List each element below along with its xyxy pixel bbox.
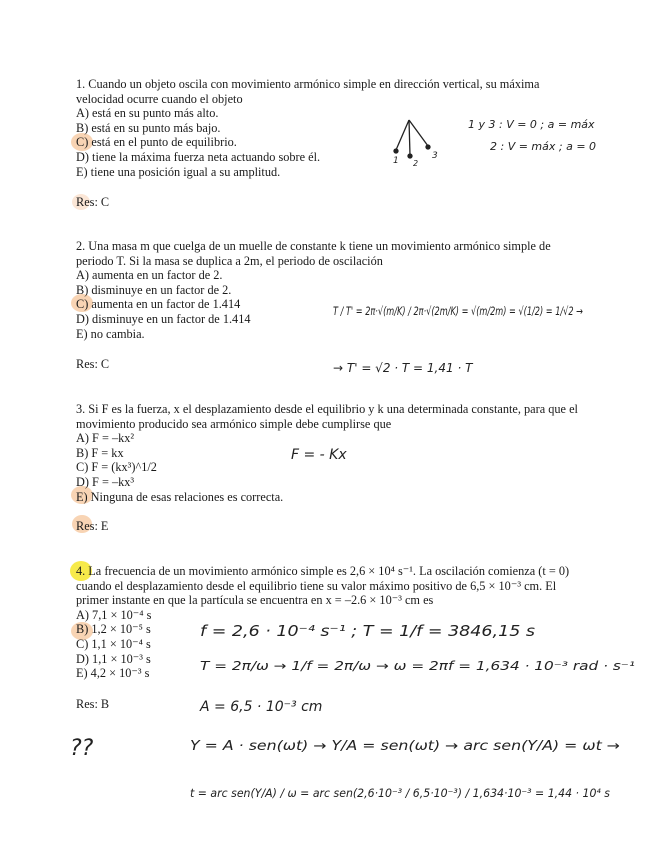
note-q2-result: → T' = √2 · T = 1,41 · T: [333, 361, 473, 375]
question-stem: 3. Si F es la fuerza, x el desplazamiento desde el equilibrio y k una determinada constante, para que el movimiento producido sea armónico simple debe cumplirse que: [76, 402, 578, 431]
question-stem: 4. La frecuencia de un movimiento armónico simple es 2,6 × 10⁴ s⁻¹. La oscilación comienza (t = 0) cuando el desplazamiento desde el equilibrio tiene su valor máximo positivo de 6,5 × 10⁻³ cm. El primer instante en que la partícula se encuentra en x = –2.6 × 10⁻³ cm es: [76, 564, 570, 608]
note-q4-amplitude: A = 6,5 · 10⁻³ cm: [200, 699, 323, 715]
question-stem: 2. Una masa m que cuelga de un muelle de constante k tiene un movimiento armónico simple de periodo T. Si la masa se duplica a 2m, el periodo de oscilación: [76, 239, 551, 268]
note-q4-doubt: ??: [70, 736, 94, 761]
option-a: A) F = –kx²: [76, 431, 135, 446]
option-b: B) F = kx: [76, 445, 124, 460]
option-a: A) está en su punto más alto.: [76, 106, 219, 121]
note-q1-line1: 1 y 3 : V = 0 ; a = máx: [468, 118, 595, 131]
note-q1-line2: 2 : V = máx ; a = 0: [490, 140, 597, 153]
pendulum-sketch: [394, 120, 430, 158]
note-q4-line4: t = arc sen(Y/A) / ω = arc sen(2,6·10⁻³ / 6,5·10⁻³) / 1,634·10⁻³ = 1,44 · 10⁴ s: [190, 786, 610, 800]
pendulum-label-2: 2: [413, 159, 419, 168]
note-q4-line3: Y = A · sen(ωt) → Y/A = sen(ωt) → arc sen(Y/A) = ωt →: [190, 739, 621, 754]
option-a: A) 7,1 × 10⁻⁴ s: [76, 607, 152, 622]
pendulum-label-1: 1: [393, 156, 399, 166]
option-e: E) Ninguna de esas relaciones es correcta.: [76, 489, 284, 504]
note-q4-line2: T = 2π/ω → 1/f = 2π/ω → ω = 2πf = 1,634 · 10⁻³ rad · s⁻¹: [200, 659, 636, 673]
option-d: D) 1,1 × 10⁻³ s: [76, 651, 151, 666]
option-b: B) está en su punto más bajo.: [76, 120, 221, 135]
option-e: E) 4,2 × 10⁻³ s: [76, 666, 150, 681]
answer-q1: Res: C: [76, 195, 110, 209]
option-a: A) aumenta en un factor de 2.: [76, 268, 223, 283]
answer-q3: Res: E: [76, 519, 109, 533]
note-q2-ratio: T / T' = 2π·√(m/K) / 2π·√(2m/K) = √(m/2m) = √(1/2) = 1/√2 →: [333, 304, 584, 318]
option-c: C) 1,1 × 10⁻⁴ s: [76, 636, 151, 651]
option-d: D) disminuye en un factor de 1.414: [76, 311, 251, 326]
option-b: B) 1,2 × 10⁻⁵ s: [76, 622, 151, 637]
answer-q2: Res: C: [76, 357, 110, 371]
question-stem: 1. Cuando un objeto oscila con movimiento armónico simple en dirección vertical, su máxima velocidad ocurre cuando el objeto: [76, 77, 540, 106]
option-c: C) está en el punto de equilibrio.: [76, 135, 237, 150]
option-e: E) no cambia.: [76, 326, 145, 341]
option-e: E) tiene una posición igual a su amplitud.: [76, 164, 281, 179]
option-b: B) disminuye en un factor de 2.: [76, 282, 232, 297]
option-c: C) aumenta en un factor de 1.414: [76, 297, 241, 312]
option-d: D) F = –kx³: [76, 474, 135, 489]
option-c: C) F = (kx³)^1/2: [76, 460, 157, 475]
note-q3: F = - Kx: [291, 447, 347, 463]
answer-q4: Res: B: [76, 697, 110, 711]
note-q4-line1: f = 2,6 · 10⁻⁴ s⁻¹ ; T = 1/f = 3846,15 s: [200, 622, 536, 640]
option-d: D) tiene la máxima fuerza neta actuando sobre él.: [76, 149, 321, 164]
pendulum-label-3: 3: [432, 151, 438, 161]
